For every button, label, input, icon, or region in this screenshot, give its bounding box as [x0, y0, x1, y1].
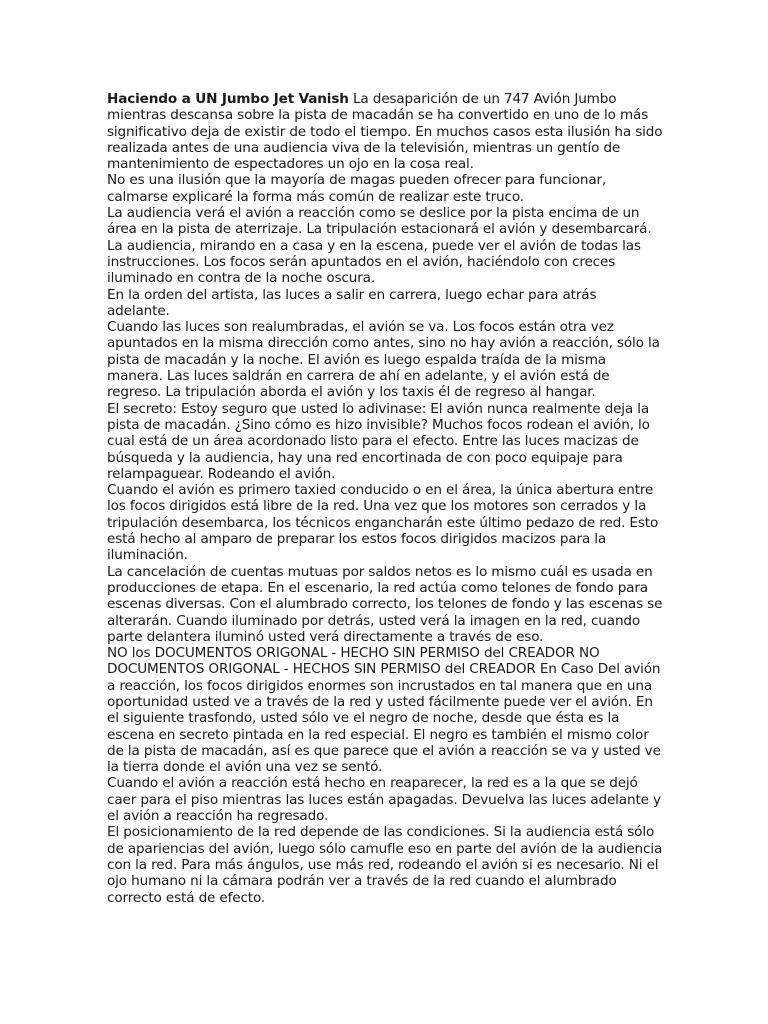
paragraph-7: Cuando el avión es primero taxied conducido o en el área, la única abertura entre los focos dirigidos está libre de la red. Una vez que los motores son cerrados y la tripulación desembarca, los técnicos engancharán este último pedazo de red. Esto está hecho al amparo de preparar los estos focos dirigidos macizos para la iluminación. [107, 482, 659, 564]
paragraph-6: El secreto: Estoy seguro que usted lo adivinase: El avión nunca realmente deja la pista de macadán. ¿Sino cómo es hizo invisible? Muchos focos rodean el avión, lo cual está de un área acordonado listo para el efecto. Entre las luces macizas de búsqueda y la audiencia, hay una red encortinada de con poco equipaje para relampaguear. Rodeando el avión. [107, 400, 650, 482]
document-title: Haciendo a UN Jumbo Jet Vanish [107, 91, 349, 107]
paragraph-11: El posicionamiento de la red depende de las condiciones. Si la audiencia está sólo de apariencias del avión, luego sólo camufle eso en parte del avión de la audiencia con la red. Para más ángulos, use más red, rodeando el avión si es necesario. Ni el ojo humano ni la cámara podrán ver a través de la red cuando el alumbrado correcto está de efecto. [107, 824, 663, 906]
paragraph-8: La cancelación de cuentas mutuas por saldos netos es lo mismo cuál es usada en producciones de etapa. En el escenario, la red actúa como telones de fondo para escenas diversas. Con el alumbrado correcto, los telones de fondo y las escenas se alterarán. Cuando iluminado por detrás, usted verá la imagen en la red, cuando parte delantera iluminó usted verá directamente a través de eso. [107, 563, 663, 645]
paragraph-5: Cuando las luces son realumbradas, el avión se va. Los focos están otra vez apuntados en la misma dirección como antes, sino no hay avión a reacción, sólo la pista de macadán y la noche. El avión es luego espalda traída de la misma manera. Las luces saldrán en carrera de ahí en adelante, y el avión está de regreso. La tripulación aborda el avión y los taxis él de regreso al hangar. [107, 319, 660, 401]
paragraph-1 [107, 91, 663, 172]
paragraph-2: No es una ilusión que la mayoría de magas pueden ofrecer para funcionar, calmarse explicaré la forma más común de realizar este truco. [107, 172, 607, 205]
paragraph-3: La audiencia verá el avión a reacción como se deslice por la pista encima de un área en la pista de aterrizaje. La tripulación estacionará el avión y desembarcará. La audiencia, mirando en a casa y en la escena, puede ver el avión de todas las instrucciones. Los focos serán apuntados en el avión, haciéndolo con creces iluminado en contra de la noche oscura. [107, 205, 652, 287]
document-body [107, 91, 663, 906]
paragraph-9: NO los DOCUMENTOS ORIGONAL - HECHO SIN PERMISO del CREADOR NO DOCUMENTOS ORIGONAL - HECHOS SIN PERMISO del CREADOR En Caso Del avión a reacción, los focos dirigidos enormes son incrustados en tal manera que en una oportunidad usted ve a través de la red y usted fácilmente puede ver el avión. En el siguiente trasfondo, usted sólo ve el negro de noche, desde que ésta es la escena en secreto pintada en la red especial. El negro es también el mismo color de la pista de macadán, así es que parece que el avión a reacción se va y usted ve la tierra donde el avión una vez se sentó. [107, 645, 661, 776]
paragraph-10: Cuando el avión a reacción está hecho en reaparecer, la red es a la que se dejó caer para el piso mientras las luces están apagadas. Devuelva las luces adelante y el avión a reacción ha regresado. [107, 775, 661, 825]
paragraph-1-text: La desaparición de un 747 Avión Jumbo mientras descansa sobre la pista de macadán se ha convertido en uno de lo más significativo deja de existir de todo el tiempo. En muchos casos esta ilusión ha sido realizada antes de una audiencia viva de la televisión, mientras un gentío de mantenimiento de espectadores un ojo en la cosa real. [107, 91, 663, 173]
paragraph-4: En la orden del artista, las luces a salir en carrera, luego echar para atrás adelante. [107, 286, 597, 319]
